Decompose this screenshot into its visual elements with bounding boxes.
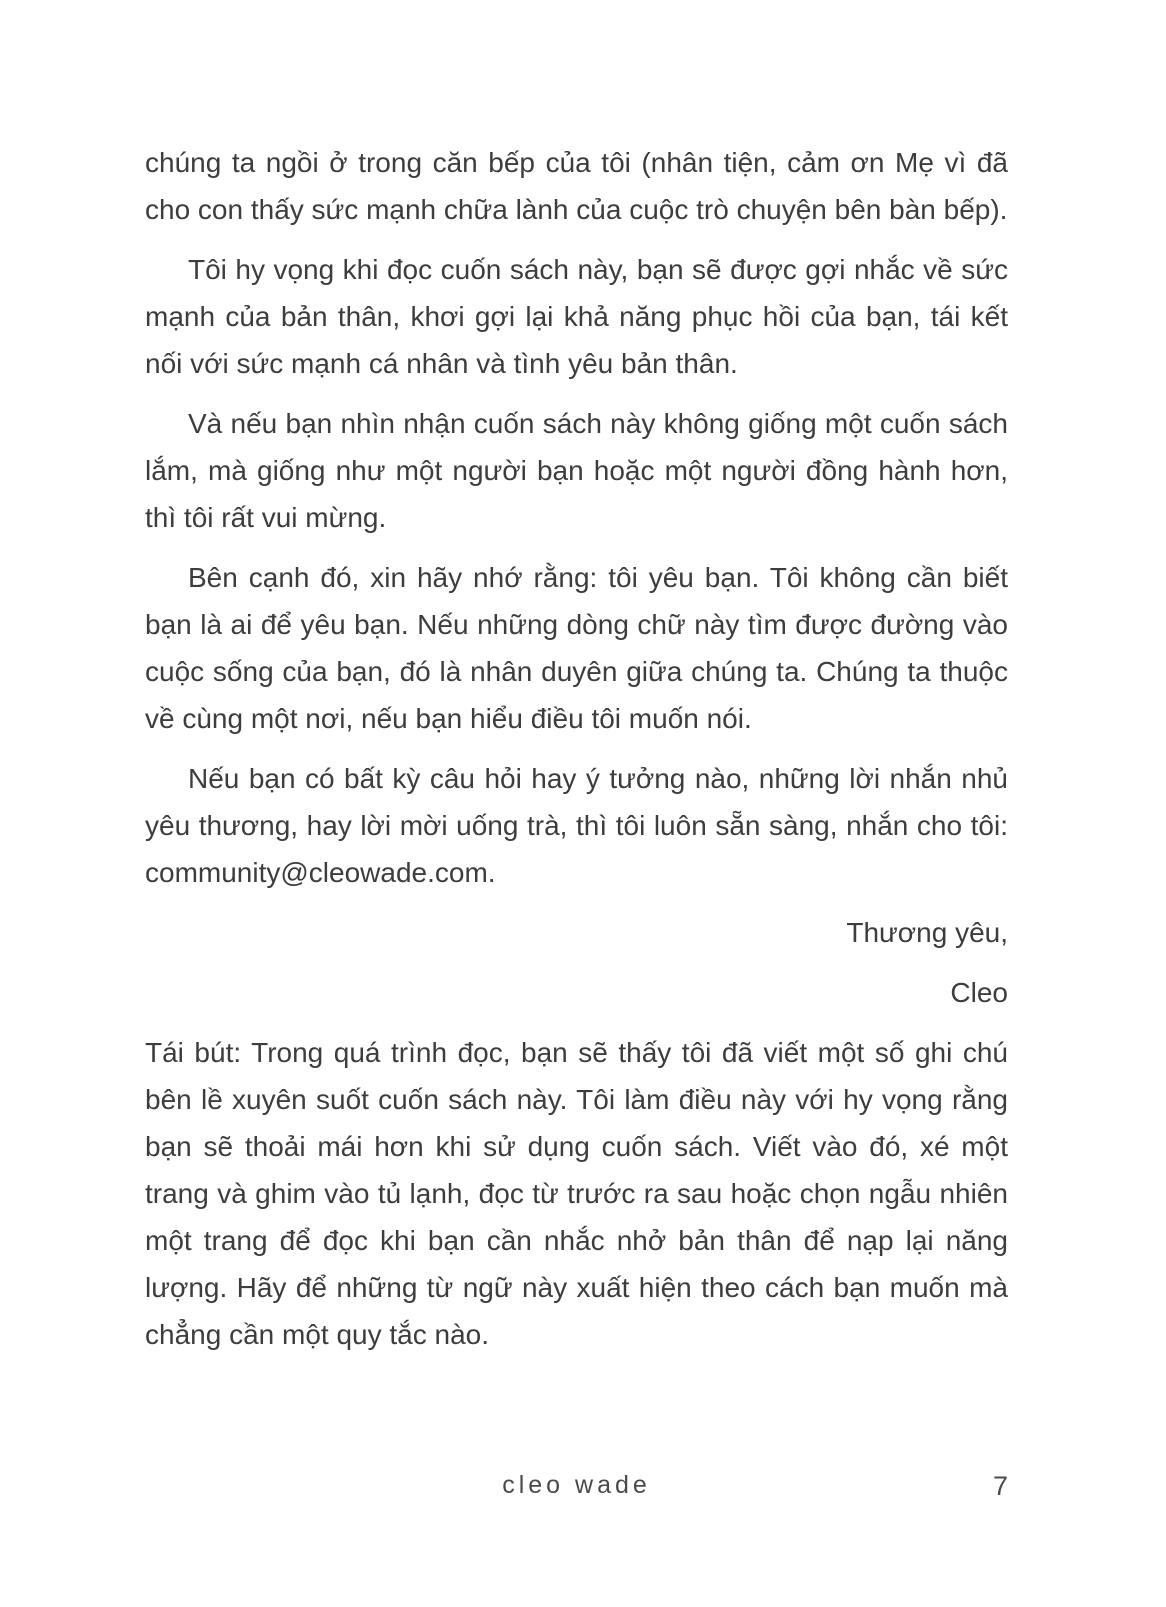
page-footer: [145, 1471, 1008, 1507]
running-title: cleo wade: [502, 1471, 651, 1499]
paragraph: Và nếu bạn nhìn nhận cuốn sách này không giống một cuốn sách lắm, mà giống như một người bạn hoặc một người đồng hành hơn, thì tôi rất vui mừng.: [145, 408, 1008, 533]
postscript-paragraph: Tái bút: Trong quá trình đọc, bạn sẽ thấy tôi đã viết một số ghi chú bên lề xuyên suốt cuốn sách này. Tôi làm điều này với hy vọng rằng bạn sẽ thoải mái hơn khi sử dụng cuốn sách. Viết vào đó, xé một trang và ghim vào tủ lạnh, đọc từ trước ra sau hoặc chọn ngẫu nhiên một trang để đọc khi bạn cần nhắc nhở bản thân để nạp lại năng lượng. Hãy để những từ ngữ này xuất hiện theo cách bạn muốn mà chẳng cần một quy tắc nào.: [145, 1037, 1008, 1350]
paragraph: Bên cạnh đó, xin hãy nhớ rằng: tôi yêu bạn. Tôi không cần biết bạn là ai để yêu bạn. Nếu những dòng chữ này tìm được đường vào cuộc sống của bạn, đó là nhân duyên giữa chúng ta. Chúng ta thuộc về cùng một nơi, nếu bạn hiểu điều tôi muốn nói.: [145, 562, 1008, 734]
page-number: 7: [992, 1471, 1008, 1501]
signoff-closing: Thương yêu,: [846, 917, 1008, 948]
signoff-name: Cleo: [950, 977, 1008, 1008]
paragraph: Nếu bạn có bất kỳ câu hỏi hay ý tưởng nào, những lời nhắn nhủ yêu thương, hay lời mời uống trà, thì tôi luôn sẵn sàng, nhắn cho tôi: community@cleowade.com.: [145, 763, 1008, 888]
paragraph-continuation: chúng ta ngồi ở trong căn bếp của tôi (nhân tiện, cảm ơn Mẹ vì đã cho con thấy sức mạnh chữa lành của cuộc trò chuyện bên bàn bếp).: [145, 147, 1008, 225]
page-body: [145, 139, 1008, 1358]
paragraph: Tôi hy vọng khi đọc cuốn sách này, bạn sẽ được gợi nhắc về sức mạnh của bản thân, khơi gợi lại khả năng phục hồi của bạn, tái kết nối với sức mạnh cá nhân và tình yêu bản thân.: [145, 254, 1008, 379]
